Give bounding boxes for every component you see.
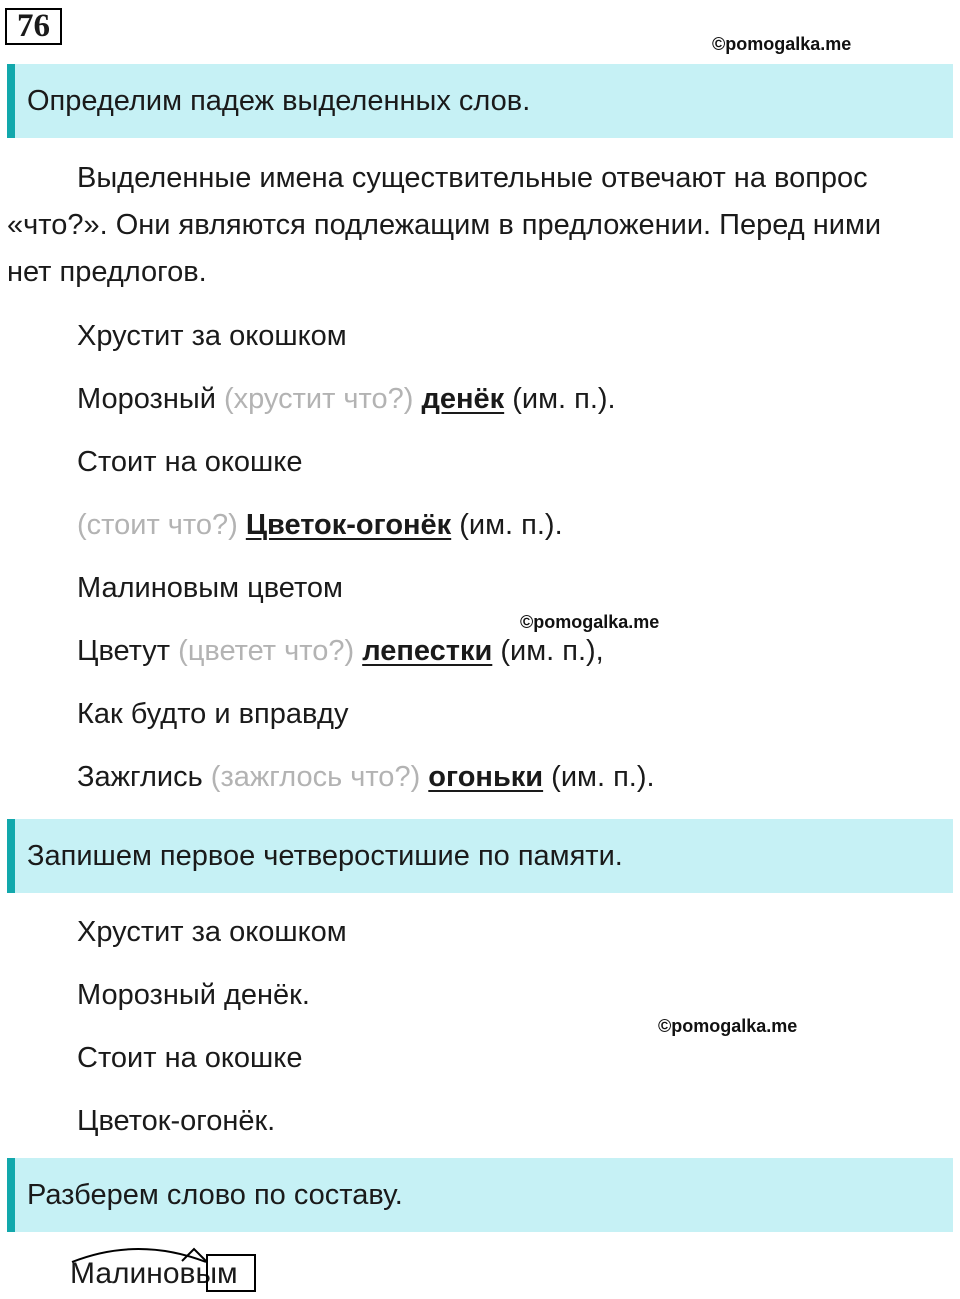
section-header-case: Определим падеж выделенных слов. bbox=[7, 64, 953, 138]
poem-line: Стоит на окошке bbox=[77, 1042, 303, 1074]
ending-box-icon bbox=[207, 1255, 255, 1291]
analysis-line bbox=[77, 379, 616, 419]
line-text: Зажглись bbox=[77, 761, 211, 793]
highlighted-word: огоньки bbox=[428, 761, 544, 793]
case-label: (им. п.). bbox=[504, 383, 616, 415]
morpheme-marks bbox=[70, 1240, 310, 1298]
analysis-line bbox=[77, 316, 347, 356]
section-header-poem: Запишем первое четверостишие по памяти. bbox=[7, 819, 953, 893]
watermark: ©pomogalka.me bbox=[658, 1016, 798, 1036]
analysis-line bbox=[77, 757, 655, 797]
highlighted-word: денёк bbox=[421, 383, 505, 415]
poem-line: Хрустит за окошком bbox=[77, 916, 347, 948]
analysis-line bbox=[77, 505, 563, 545]
line-text: Цветут bbox=[77, 635, 179, 667]
highlighted-word: Цветок-огонёк bbox=[245, 509, 452, 541]
root-arc-icon bbox=[72, 1249, 206, 1262]
section-header-morphemes: Разберем слово по составу. bbox=[7, 1158, 953, 1232]
case-question: (хрустит что?) bbox=[223, 383, 414, 415]
case-label: (им. п.). bbox=[543, 761, 655, 793]
line-text: Хрустит за окошком bbox=[77, 320, 347, 352]
analysis-line bbox=[77, 694, 348, 734]
watermark: ©pomogalka.me bbox=[520, 612, 660, 632]
poem-line: Морозный денёк. bbox=[77, 979, 310, 1011]
explanation-paragraph: Выделенные имена существительные отвечают на вопрос «что?». Они являются подлежащим в предложении. Перед ними нет предлогов. bbox=[7, 162, 882, 288]
case-question: (цветет что?) bbox=[178, 635, 355, 667]
line-text: Как будто и вправду bbox=[77, 698, 349, 730]
analysis-line bbox=[77, 442, 302, 482]
watermark: ©pomogalka.me bbox=[712, 34, 852, 54]
analysis-line bbox=[77, 631, 604, 671]
line-text: Малиновым цветом bbox=[77, 572, 343, 604]
task-number: 76 bbox=[5, 8, 62, 45]
morpheme-analysis bbox=[70, 1240, 310, 1298]
morpheme-word: Малиновым bbox=[70, 1257, 238, 1290]
case-label: (им. п.), bbox=[492, 635, 604, 667]
case-question: (зажглось что?) bbox=[210, 761, 421, 793]
analysis-line bbox=[77, 568, 343, 608]
line-text: Морозный bbox=[77, 383, 224, 415]
line-text: Стоит на окошке bbox=[77, 446, 303, 478]
highlighted-word: лепестки bbox=[362, 635, 493, 667]
poem-line: Цветок-огонёк. bbox=[77, 1105, 276, 1137]
case-question: (стоит что?) bbox=[77, 509, 238, 541]
case-label: (им. п.). bbox=[451, 509, 563, 541]
